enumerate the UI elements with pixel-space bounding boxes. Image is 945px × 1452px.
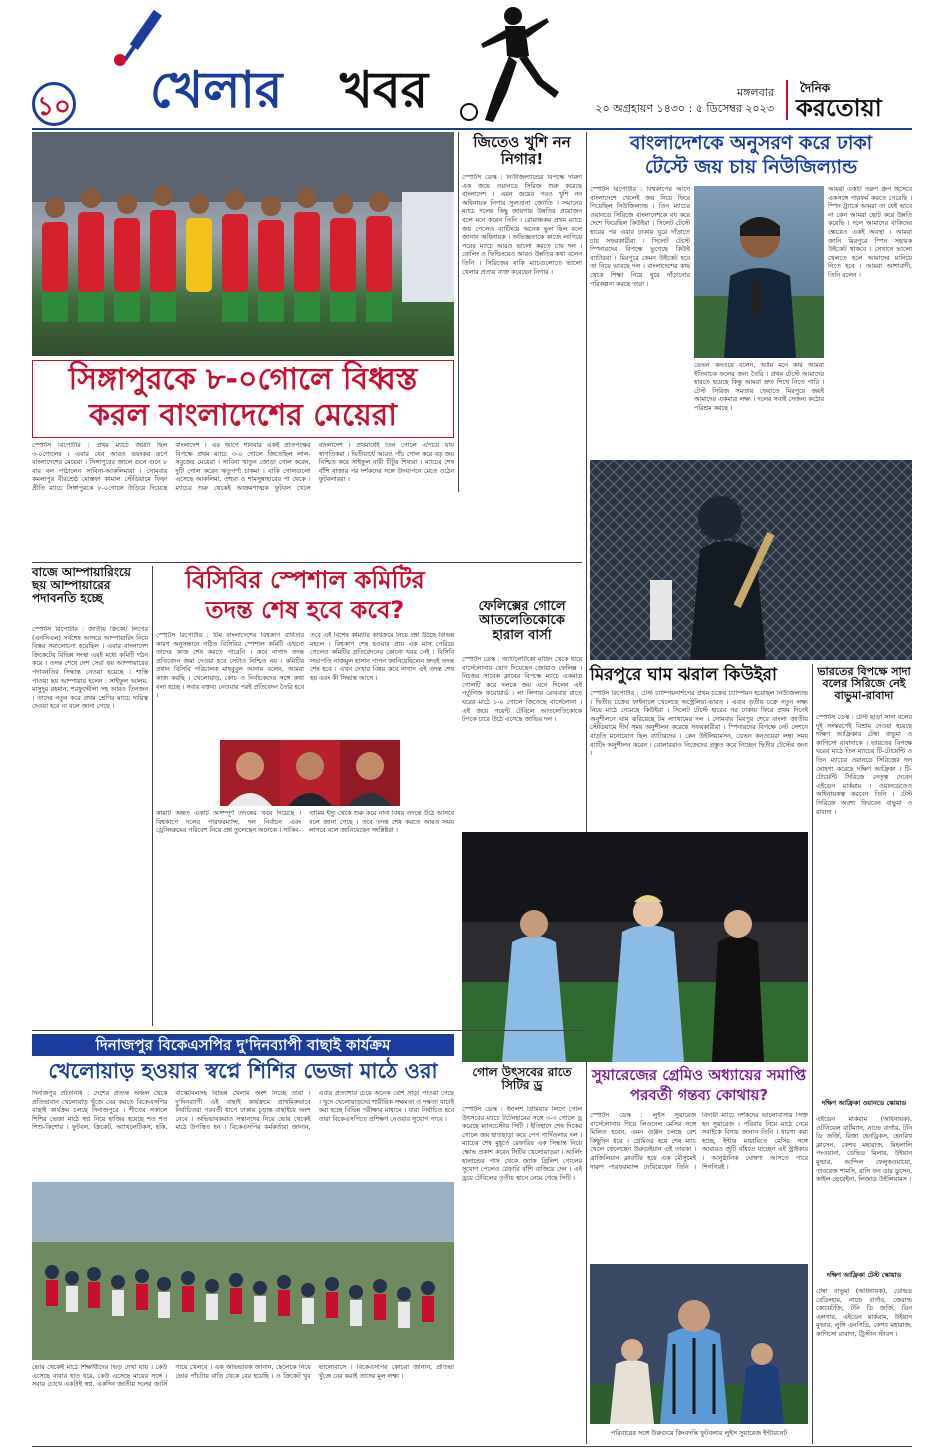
- suarez-caption: পরিবারের সঙ্গে উরুগুয়ে কিংবদন্তি ফুটবলার লুইস সুয়ারেজ ইন্টারনেট: [610, 1429, 788, 1437]
- bd-follow-headline-1: বাংলাদেশকে অনুসরণ করে ঢাকা: [629, 132, 873, 154]
- suarez-family-photo: [590, 1264, 808, 1424]
- masthead-divider: [786, 80, 788, 120]
- mirpur-body-main: স্পোর্টস রিপোর্টার : টেস্ট চ্যাম্পিয়নশিপের প্রথম চক্রের চ্যাম্পিয়ন হয়েছিল নিউজিল্যান্ড । দ্বিতীয় চক্রের ফাইনালে খেলেছে অস্ট্রেলিয়া-ভারত । এবার তৃতীয় চক্রে নতুন লক্ষ্য নিয়ে মাঠে নেমেছে কিউইরা । সিলেট টেস্টে হারের পর ঢাকায় ফিরে প্রথম দিনেই অনুশীলনে ঘাম ঝরিয়েছে টম ল্যাথামের দল । সোমবার মিরপুর শেরে বাংলা জাতীয় স্টেডিয়ামে দীর্ঘ সময় অনুশীলন করেছে সফরকারীরা । স্পিনারদের বিপক্ষে নেট সেশনে বাড়তি মনোযোগ ছিল ব্যাটারদের । কেন উইলিয়ামসন, ডেভন কনওয়েরা লম্বা সময় ব্যাটিং অনুশীলন করেন । বোলাররাও নিজেদের প্রস্তুত করে নিচ্ছেন দ্বিতীয় টেস্টের জন্য ।: [590, 690, 808, 758]
- dinajpur-body-2: ভোর থেকেই মাঠে শিক্ষার্থীদের ভিড় দেখা যায় । কেউ এসেছে বাবার হাত ধরে, কেউ এসেছে মায়ের সঙ্গে । সবার চোখে একটাই স্বপ্ন, একদিন জাতীয় দলের জার্সি গায়ে খেলবে । এক অভিভাবক জানান, ছেলেকে নিয়ে ভোর পাঁচটায় বাড়ি থেকে বের হয়েছি । ও ক্রিকেট খুব ভালোবাসে । বিকেএসপির কোচরা জানান, প্রতিভা খুঁজে বের করাই তাদের মূল লক্ষ্য ।: [32, 1364, 454, 1389]
- odi-squad-label: দক্ষিণ আফ্রিকা ওয়ানডে স্কোয়াড: [821, 1099, 907, 1107]
- baje-headline: বাজে আম্পায়ারিংয়ে ছয় আম্পায়ারের পদাবনতি হচ্ছে: [32, 565, 131, 606]
- gol-headline: গোল উৎসবের রাতে সিটির ড্র: [472, 1065, 572, 1093]
- bd-follow-body-col2: আমরা একটি তরুণ গ্রুপ হিসেবে একসঙ্গে পারফর্ম করতে পেরেছি । স্পিন ট্র্যাকে আমরা তা যেই ভাবে না কেন আমরা ছোট করে উন্নতি করেছি । দলে আমাদের বাকিদের ক্ষেত্রেও একই অবস্থা । আমরা জানি মিরপুরে স্পিন সহায়ক উইকেট থাকবে । সেখানে ভালো খেলতে হলে আমাদের মানিয়ে নিতে হবে । আমরা আশাবাদী, তিনি বলেন ।: [828, 186, 912, 279]
- section-title-khobor: খবর: [340, 61, 429, 119]
- gol-body: স্পোর্টস ডেস্ক : ইংলিশ প্রিমিয়ার লিগে গোল উৎসবের ম্যাচে টটেনহামের সঙ্গে ৩-৩ গোলে ড্র করেছে ম্যানচেস্টার সিটি । ইতিহাদে শেষ দিকের গোলে জয় হাতছাড়া করে পেপ গার্দিওলার দল । ম্যাচের শেষ মুহূর্তে রেফারির এক সিদ্ধান্ত নিয়ে ক্ষোভ প্রকাশ করেন সিটির খেলোয়াড়রা । আর্লিং হালান্ডের পাস থেকে জ্যাক গ্রিলিশ গোলের সুযোগ পেলেও রেফারি বাঁশি বাজিয়ে দেন । এই ড্রয়ে টেবিলের তৃতীয় স্থানে নেমে গেছে সিটি ।: [462, 1106, 582, 1182]
- test-squad: টেম্বা বাভুমা (অধিনায়ক), ডেভিড বেডিংহাম, নান্দ্রে বার্গার, জেরাল্ড কোয়েটজি, টনি ডি জর্জি, ডিন এলগার, এইডেন মার্করাম, উইয়ান মুল্ডার, লুঙ্গি এনগিডি, কেশব মহারাজ, কাগিসো রাবাদা, ট্রিস্টান স্টাবস ।: [816, 1288, 912, 1338]
- paper-name: করতোয়া: [796, 94, 882, 122]
- footballer-silhouette-icon: [455, 4, 565, 124]
- jitteo-body: স্পোর্টস ডেস্ক : নিউজিল্যান্ডের বিপক্ষে দারুণ এক জয়ে ওয়ানডে সিরিজ শুরু করেছে বাংলাদেশ । এমন জয়ের পরও খুশি নন অধিনায়ক নিগার সুলতানা জ্যোতি । সমানের ম্যাচে দলের কিছু জায়গায় উন্নতির প্রয়োজন বলে মনে করেন তিনি । রোমাঞ্চকর প্রথম ম্যাচে জয় পেলেও ব্যাটিংয়ে অনেক ভুল ছিল বলে জানান অধিনায়ক । অভিজ্ঞতাকে কাজে লাগিয়ে পরের ম্যাচে আরও ভালো করতে চায় দল । বোলিং ও ফিল্ডিংয়েও আরও উন্নতির কথা বলেন তিনি । সিরিজের বাকি ম্যাচগুলোতে ভালো খেলার প্রত্যয় ব্যক্ত করেছেন নিগার ।: [462, 174, 582, 276]
- city-players-referee-photo: [462, 832, 808, 1062]
- page-number: ১০: [37, 92, 71, 122]
- kiwi-player-interview-photo: [694, 186, 824, 358]
- lead-photo-women-team: [32, 132, 454, 356]
- column-rule: [152, 566, 153, 1026]
- suarez-headline-1: সুয়ারেজের গ্রেমিও অধ্যায়ের সমাপ্তি: [591, 1066, 807, 1084]
- bd-follow-body-col1: স্পোর্টস রিপোর্টার : বিশ্বকাপের আগে বাংলাদেশে খেলেই জয় নিয়ে ফিরে গিয়েছিল নিউজিল্যান্ড । তিন ম্যাচের ওয়ানডে সিরিজে বাংলাদেশকে বধ করে দেশে ফিরেছিল কিউইরা । সিলেট টেস্টে হারের পর এবার ঢাকায় ঘুরে দাঁড়াতে চায় সফরকারীরা । সিলেট টেস্টে স্পিনারদের বিপক্ষে ভুগেছে কিউই ব্যাটাররা । মিরপুরে কেমন উইকেট হবে তা নিয়ে ভাবছে দল । বাংলাদেশের কাছ থেকে শিক্ষা নিয়ে ঘুরে দাঁড়ানোর পরিকল্পনা করছে তারা ।: [590, 186, 690, 288]
- bcb-officials-photo: [220, 740, 400, 806]
- baje-body: স্পোর্টস রিপোর্টার : জাতীয় ক্রিকেট লিগের (এনসিএল) সর্বশেষ আসরে আম্পায়ারিং নিয়ে বিস্তর সমালোচনা হয়েছিল । এবার বাংলাদেশ ক্রিকেটের বিভিন্ন সংস্থা এরই মধ্যে কমিটি গঠন করে । তদন্ত শেষে দেশ সেরা ছয় আম্পায়ারের পদাবনতির সিদ্ধান্ত নেওয়া হয়েছে । শাস্তি পাওয়া ছয় আম্পায়ার হলেন : সাইফুল আলম, মাসুদুর রহমান, শরফুদ্দৌলা সহ আরও তিনজন । তাদের নতুন করে প্রথম শ্রেণির ম্যাচে দায়িত্ব দেওয়া হবে না বলে জানা গেছে ।: [32, 626, 148, 711]
- bcb-body-col1: স্পোর্টস রিপোর্টার : টিম বাংলাদেশের বিশ্বকাপ ব্যর্থতার কারণ অনুসন্ধানে গঠিত বিসিবির স্পেশাল কমিটি এখনো তাদের কাজ শেষ করতে পারেনি । কবে নাগাদ তদন্ত প্রতিবেদন জমা দেওয়া হবে সেটাও নিশ্চিত নয় । কমিটির প্রধান বিসিবি পরিচালক মাহবুবুল আনাম বলেন, আমরা কাজ করছি । খেলোয়াড়, কোচ ও নির্বাচকদের সঙ্গে কথা বলা হচ্ছে । সবার বক্তব্য নেওয়ার পরই প্রতিবেদন তৈরি হবে ।: [156, 632, 304, 700]
- dinajpur-headline: খেলোয়াড় হওয়ার স্বপ্নে শিশির ভেজা মাঠে ওরা: [48, 1059, 438, 1083]
- page-bottom-rule: [32, 1446, 912, 1447]
- felix-body: স্পোর্টস ডেস্ক : অ্যাটলেটিকো মাদ্রিদ থেকে ধারে বার্সেলোনায় যোগ দিয়েছেন জোয়াও ফেলিক্স । নিজের সাবেক ক্লাবের বিপক্ষে ম্যাচে একমাত্র গোলটি করে দলকে জয় এনে দিলেন এই পর্তুগিজ ফরোয়ার্ড । লা লিগায় রোববার রাতে ঘরের মাঠে ১-০ গোলে জিতেছে বার্সেলোনা । এই জয়ে পয়েন্ট টেবিলে আতলেতিকোকে টপকে চারে উঠে এসেছে জাভির দল ।: [462, 656, 582, 724]
- lead-body: স্পোর্টস রিপোর্টার : প্রথম ম্যাচে জয়টা ছিল ৩-০গোলের । এবার যেন আরও ভয়ংকর রূপে বাংলাদেশের মেয়েরা । সিঙ্গাপুরের জালে গুনে গুনে ৮ বার বল পাঠালেন সাবিনা-আকলিমারা । সোমবার কমলাপুর বীরশ্রেষ্ঠ মোস্তফা কামাল স্টেডিয়ামে ফিফা প্রীতি ম্যাচে সিঙ্গাপুরকে ৮-০গোলে উড়িয়ে দিয়েছে বাংলাদেশ । এর আগে শনিবার একই প্রতিপক্ষের বিপক্ষে প্রথম ম্যাচে ৩-০ গোলে জিতেছিল লাল-সবুজের মেয়েরা । সাবিনা খাতুন জোড়া গোল করেন, দুটি গোল করেন ঋতুপর্ণা চাকমা । বাকি গোলগুলো এসেছে আকলিমা, তহুরা ও শামসুন্নাহারের পা থেকে । ম্যাচের শুরু থেকেই আক্রমণাত্মক ফুটবল খেলে বাংলাদেশ । প্রথমার্ধেই তিন গোলে এগিয়ে যায় স্বাগতিকরা । দ্বিতীয়ার্ধে আরও পাঁচ গোল করে বড় জয় নিশ্চিত করে সাইফুল বারী টিটুর শিষ্যরা । ম্যাচের শেষ বাঁশি বাজার পর দর্শকদের সঙ্গে উদযাপনে মেতে ওঠেন ফুটবলাররা ।: [32, 442, 454, 492]
- dinajpur-banner: দিনাজপুর বিকেএসপির দু'দিনব্যাপী বাছাই কার্যক্রম: [32, 1034, 454, 1056]
- suarez-body: স্পোর্টস ডেস্ক : লুইস সুয়ারেজ বার্সেলোনায় গিয়ে লিওনেল মেসির সঙ্গে মিলিত হবেন, এমন গুঞ্জন চলছে বেশ কিছুদিন ধরে । গ্রেমিওর হয়ে শেষ ম্যাচ খেলে ফেলেছেন উরুগুইয়ান এই তারকা । ব্রাজিলিয়ান ক্লাবটির হয়ে এক মৌসুমেই দারুণ পারফরম্যান্স দেখিয়েছেন তিনি । বিদায়ী ম্যাচে দর্শকদের ভালোবাসায় সিক্ত হন সুয়ারেজ । পরিবার নিয়ে মাঠে নেমে সবাইকে বিদায় জানান তিনি । ধারণা করা হচ্ছে, ইন্টার মায়ামিতে মেসির সঙ্গে আবারও জুটি বাঁধতে যাচ্ছেন এই স্ট্রাইকার । আনুষ্ঠানিক ঘোষণা আসতে পারে শিগগিরই ।: [590, 1112, 808, 1171]
- odi-squad: এইডেন মার্করাম (অধিনায়ক), ওটনিয়েল বার্টম্যান, নান্দ্রে বার্গার, টনি ডি জর্জি, রিজা হেনড্রিকস, হেনরিখ ক্লাসেন, কেশব মহারাজ, মিহলালি পংওয়ানা, ডেভিড মিলার, উইয়ান মুল্ডার, আন্দিল ফেলুকওয়ায়ো, তাবরেজ শামসি, রাসি ফন ডার ডুসেন, কাইল ভেরেইনা, লিজাড উইলিয়ামস ।: [816, 1116, 912, 1184]
- lead-headline-2: করল বাংলাদেশের মেয়েরা: [89, 398, 397, 433]
- bd-follow-body-col3: ডেভন কনওয়ে বলেন, আমি মনে করি আমরা ইতিবাচক ফলের জন্য তৈরি । প্রথম টেস্টে আমাদের হারতে হয়েছে কিন্তু আমরা দ্রুত শিখে নিতে পারি । টেস্ট সিরিজ সমতায় ফেরাতে মিরপুরে জয়ই আমাদের একমাত্র লক্ষ্য । দলের সবাই সেজন্য কঠোর পরিশ্রম করছে ।: [694, 362, 824, 412]
- suarez-headline-2: পরবর্তী গন্তব্য কোথায়?: [629, 1086, 769, 1104]
- section-rule: [32, 1030, 582, 1031]
- bcb-headline-2: তদন্ত শেষ হবে কবে?: [205, 596, 405, 624]
- column-rule: [586, 132, 587, 692]
- india-headline: ভারতের বিপক্ষে সাদা বলের সিরিজে নেই বাভুমা-রাবাদা: [817, 665, 911, 703]
- test-squad-label: দক্ষিণ আফ্রিকা টেস্ট স্কোয়াড: [826, 1271, 902, 1279]
- masthead-date: ২০ অগ্রহায়ণ ১৪৩০ : ৫ ডিসেম্বর ২০২৩: [595, 102, 774, 115]
- mirpur-headline: মিরপুরে ঘাম ঝরাল কিউইরা: [590, 665, 777, 685]
- masthead-day: মঙ্গলবার: [737, 86, 774, 99]
- paper-small-label: দৈনিক: [800, 81, 831, 95]
- bksp-trials-crowd-photo: [32, 1182, 454, 1360]
- kiwi-batting-practice-photo: [590, 460, 912, 660]
- section-title-khelar: খেলার: [150, 61, 283, 119]
- section-rule: [32, 562, 582, 563]
- lead-headline-1: সিঙ্গাপুরকে ৮-০গোলে বিধ্বস্ত: [68, 362, 418, 397]
- bcb-body-col2: কমিটি অন্তত একটি অসম্পূর্ণ তদন্তের খবর দিয়েছে । বিশ্বকাপে দলের পারফরম্যান্স, দল নির্বাচন এবং ড্রেসিংরুমের পরিবেশ নিয়ে প্রশ্ন তুলেছেন অনেকে । সাকিব-তামিম ইস্যু থেকে শুরু করে নানা বিষয় তদন্তে উঠে আসবে বলে জানা গেছে । তবে তদন্ত শেষ করতে আরও সময় লাগবে বলে জানিয়েছেন সংশ্লিষ্টরা ।: [156, 810, 454, 835]
- masthead-bottom-rule: [32, 128, 912, 130]
- column-rule: [586, 1066, 587, 1444]
- column-rule: [812, 664, 813, 1444]
- jitteo-headline: জিতেও খুশি নন নিগার!: [473, 133, 571, 168]
- india-body: স্পোর্টস ডেস্ক : টেস্ট ছাড়া সাদা বলের দুই সংস্করণেই বিশ্রাম দেওয়া হয়েছে দক্ষিণ আফ্রিকার টেম্বা বাভুমা ও কাগিসো রাবাদাকে । ভারতের বিপক্ষে ঘরের মাঠে তিন ম্যাচের টি-টোয়েন্টি ও তিন ম্যাচের ওয়ানডে সিরিজের দল ঘোষণা করেছে দক্ষিণ আফ্রিকা । টি-টোয়েন্টি সিরিজে নেতৃত্ব দেবেন এইডেন মার্করাম । ওয়ানডেতেও অধিনায়কত্ব করবেন তিনি । টেস্ট সিরিজে অবশ্য ফিরবেন বাভুমা ও রাবাদা ।: [816, 714, 912, 816]
- felix-headline: ফেলিক্সের গোলে আতলেতিকোকে হারাল বার্সা: [478, 599, 566, 643]
- dinajpur-body: দিনাজপুর প্রতিনিধি : দেশের প্রত্যন্ত অঞ্চল থেকে প্রতিভাবান খেলোয়াড় খুঁজে বের করতে বিকেএসপির বাছাই কার্যক্রম চলছে দিনাজপুরে । শীতের সকালে শিশির ভেজা মাঠে স্বপ্ন নিয়ে হাজির হয়েছে শত শত শিশু-কিশোর । ফুটবল, ক্রিকেট, অ্যাথলেটিকস, হকি, বাস্কেটবলসহ বিভিন্ন খেলায় অংশ নিচ্ছে তারা । দু'দিনব্যাপী এই বাছাই কার্যক্রমে প্রাথমিকভাবে নির্বাচিতরা পরবর্তী ধাপে ঢাকায় চূড়ান্ত বাছাইয়ে অংশ নেবে । অভিভাবকরাও সন্তানদের নিয়ে ভোর থেকেই মাঠে উপস্থিত হন । বিকেএসপির কর্মকর্তারা জানান, এবার প্রত্যাশার চেয়ে অনেক বেশি সাড়া পাওয়া গেছে । খুদে খেলোয়াড়দের শারীরিক সক্ষমতা ও দক্ষতা যাচাই করা হচ্ছে বিভিন্ন পরীক্ষার মাধ্যমে । যারা নির্বাচিত হবে তারা বিকেএসপিতে প্রশিক্ষণ নেওয়ার সুযোগ পাবে ।: [32, 1090, 454, 1132]
- masthead: [0, 0, 945, 130]
- column-rule: [458, 132, 459, 492]
- bcb-body-col3: তবে এই বিশেষ কমিটির কার্যক্রমে নিয়ে প্রশ্ন উঠছে বিভিন্ন মহলে । বিশ্বকাপ শেষ হওয়ার প্রায় এক মাস পেরিয়ে গেলেও কমিটির প্রতিবেদনের কোনো খবর নেই । বিসিবি সভাপতি নাজমুল হাসান পাপন জানিয়েছিলেন দ্রুতই তদন্ত শেষ হবে । এখন দেখার বিষয় কবে নাগাদ এই তদন্ত শেষ হয় এবং কী সিদ্ধান্ত আসে ।: [310, 632, 454, 682]
- bcb-headline-1: বিসিবির স্পেশাল কমিটির: [185, 566, 425, 594]
- bd-follow-headline-2: টেস্টে জয় চায় নিউজিল্যান্ড: [644, 156, 858, 178]
